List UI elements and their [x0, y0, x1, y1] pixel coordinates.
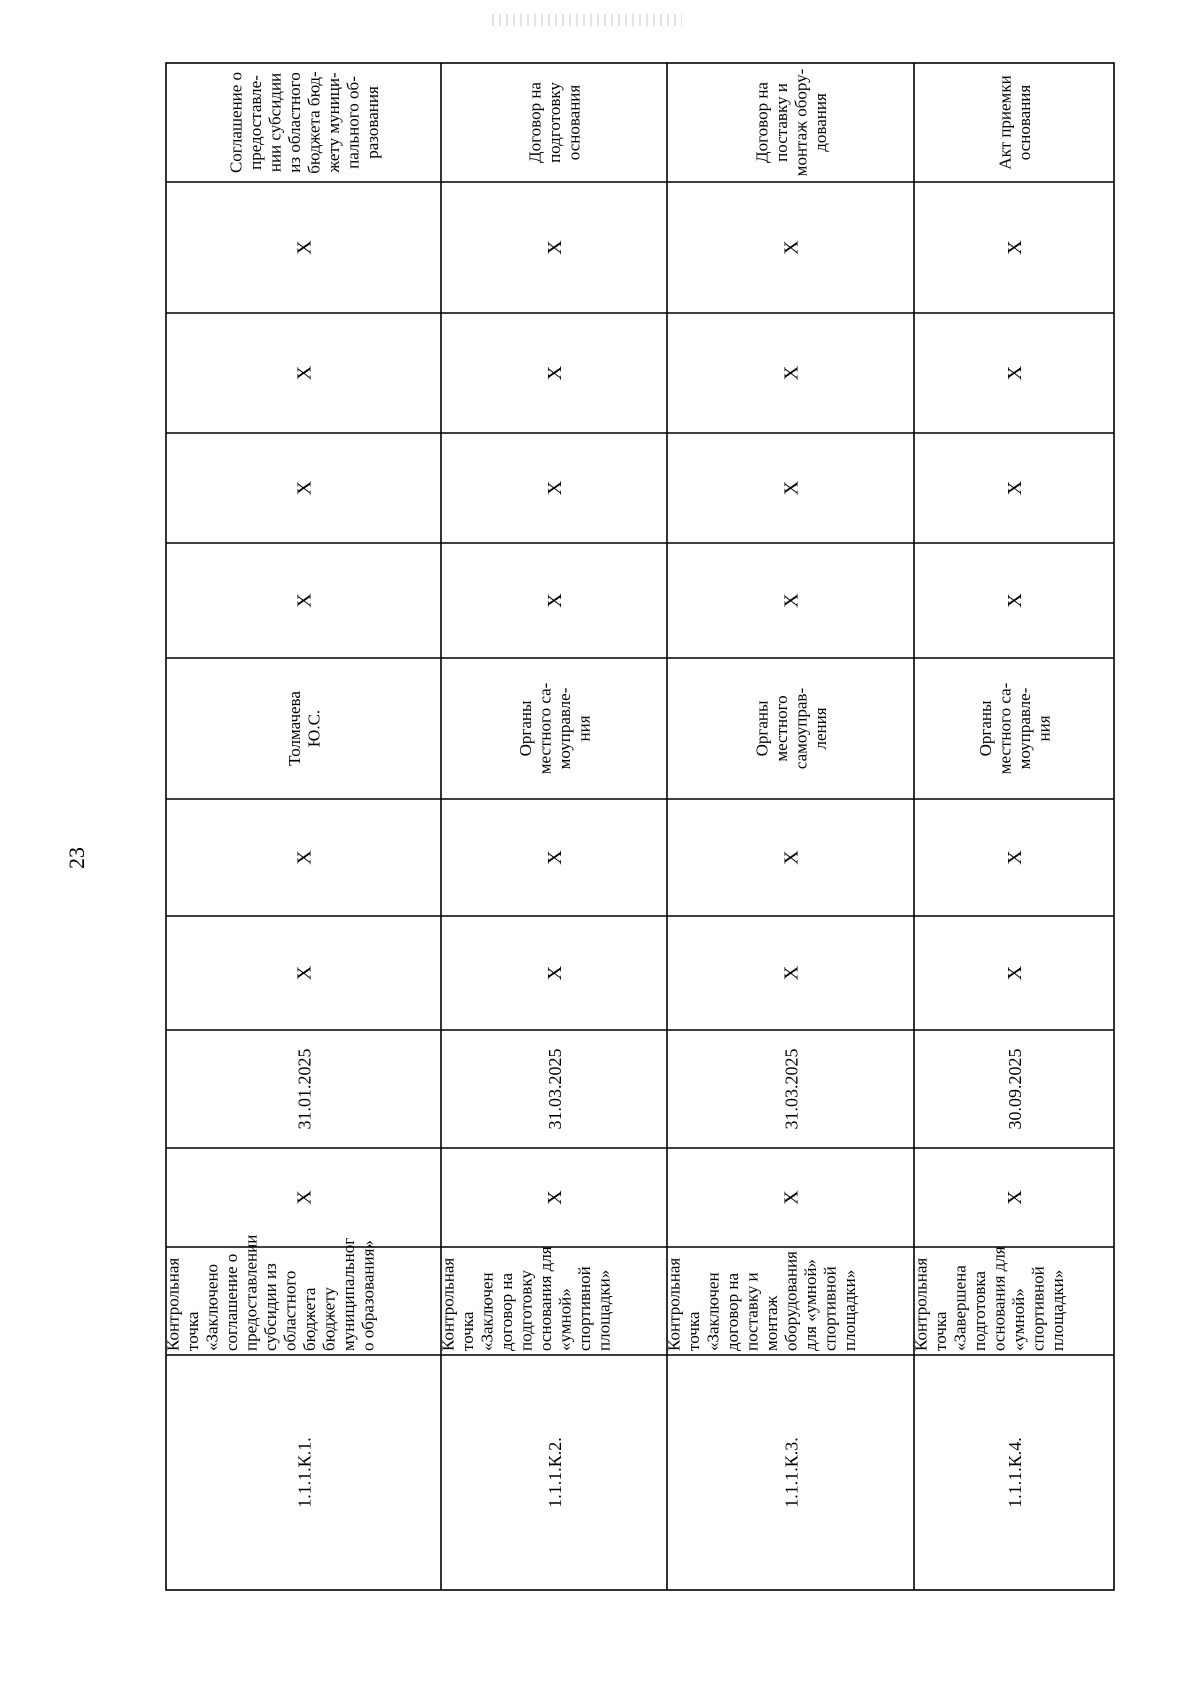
result-document-line: Договор на — [525, 82, 545, 163]
responsible-person-line: местного са- — [995, 682, 1015, 775]
cell-mark: X — [544, 240, 566, 255]
result-document-line: поставку и — [771, 83, 791, 162]
milestone-name — [439, 1246, 614, 1351]
milestone-name-line: спортивной — [1028, 1266, 1048, 1351]
milestone-name-line: «Заключен — [477, 1272, 497, 1351]
milestone-name-line: «Заключен — [703, 1272, 723, 1351]
result-document-line: из областного — [284, 72, 304, 173]
responsible-person-line: Ю.С. — [304, 709, 324, 748]
milestone-name-line: подготовку — [516, 1270, 536, 1351]
responsible-person-line: местного са- — [535, 682, 555, 775]
table-grid — [163, 63, 1114, 1590]
result-document-line: Акт приемки — [995, 75, 1015, 170]
milestone-name-line: основания для — [536, 1246, 556, 1351]
responsible-person-line: ления — [810, 707, 830, 750]
cell-mark: X — [293, 850, 316, 865]
milestone-name-line: оборудования — [781, 1251, 801, 1351]
result-document-line: бюджета бюд- — [304, 71, 324, 174]
result-document-line: подготовку — [545, 82, 564, 163]
cell-mark: X — [1004, 240, 1026, 255]
milestone-name-line: точка — [458, 1311, 478, 1351]
result-document — [752, 68, 830, 176]
milestone-name-line: соглашение о — [222, 1253, 242, 1351]
responsible-person-line: ния — [1034, 715, 1054, 742]
milestone-name-line: подготовка — [970, 1271, 990, 1351]
result-document-line: разования — [362, 86, 382, 159]
result-document-line: пального об- — [343, 76, 363, 169]
cell-mark: X — [780, 1190, 803, 1205]
responsible-person-line: Органы — [752, 700, 772, 757]
milestone-name-line: поставку и — [742, 1272, 762, 1351]
milestone-name-line: муниципальног — [339, 1237, 359, 1351]
cell-mark: X — [1004, 965, 1026, 981]
cell-mark: X — [780, 850, 803, 865]
result-document-line: Соглашение о — [226, 71, 246, 174]
milestone-name-line: площадки» — [840, 1269, 860, 1351]
cell-mark: X — [780, 365, 803, 381]
responsible-person-line: самоуправ- — [791, 687, 811, 770]
deadline-date: 31.03.2025 — [781, 1048, 802, 1130]
milestone-name-line: основания для — [989, 1246, 1009, 1351]
cell-mark: X — [544, 480, 566, 496]
milestone-name — [665, 1251, 860, 1351]
result-document — [226, 71, 382, 174]
cell-mark: X — [293, 240, 316, 255]
milestone-name-line: договор на — [723, 1272, 743, 1351]
milestone-name-line: площадки» — [1048, 1269, 1068, 1351]
responsible-person-line: моуправле- — [1014, 687, 1034, 770]
milestone-name-line: спортивной — [820, 1266, 840, 1351]
cell-mark: X — [293, 480, 316, 496]
milestone-name-line: точка — [931, 1311, 951, 1351]
milestone-name-line: для «умной» — [801, 1259, 821, 1351]
page-number: 23 — [64, 847, 89, 869]
cell-mark: X — [293, 365, 316, 381]
result-document-line: основания — [1014, 84, 1034, 161]
result-document-line: дования — [810, 93, 830, 152]
milestone-name-line: «умной» — [555, 1288, 575, 1351]
milestone-code: 1.1.1.К.2. — [545, 1437, 565, 1508]
cell-mark: X — [1004, 365, 1026, 381]
cell-mark: X — [544, 593, 566, 608]
milestone-code: 1.1.1.К.4. — [1005, 1437, 1025, 1508]
table-border — [163, 63, 1114, 1590]
milestone-name-line: Контрольная — [911, 1257, 931, 1351]
responsible-person-line: Органы — [975, 700, 995, 757]
milestone-name-line: «Заключено — [202, 1263, 222, 1351]
cell-mark: X — [1004, 480, 1026, 496]
milestone-name-line: Контрольная — [438, 1257, 458, 1351]
milestone-name-line: бюджету — [319, 1287, 339, 1351]
milestone-name-line: спортивной — [575, 1266, 595, 1351]
deadline-date: 30.09.2025 — [1005, 1048, 1025, 1130]
responsible-person-line: моуправле- — [554, 687, 574, 770]
milestone-name-line: договор на — [497, 1272, 517, 1351]
milestone-name-line: площадки» — [594, 1269, 614, 1351]
result-document-line: жету муници- — [323, 72, 343, 173]
milestone-name-line: субсидии из — [261, 1263, 281, 1351]
responsible-person — [976, 682, 1054, 774]
result-document-line: монтаж обору- — [791, 68, 811, 177]
responsible-person — [752, 688, 830, 770]
cell-mark: X — [1004, 850, 1026, 865]
cell-mark: X — [780, 240, 803, 255]
cell-mark: X — [544, 850, 566, 865]
cell-mark: X — [780, 965, 803, 981]
cell-mark: X — [544, 1190, 566, 1205]
cell-mark: X — [293, 965, 316, 981]
milestone-code: 1.1.1.К.3. — [781, 1437, 802, 1508]
responsible-person-line: местного — [771, 695, 791, 762]
cell-mark: X — [293, 1190, 316, 1205]
result-document-line: Договор на — [752, 82, 772, 163]
responsible-person-line: Толмачева — [284, 691, 304, 766]
milestone-name-line: «Завершена — [950, 1265, 970, 1351]
milestone-name-line: монтаж — [762, 1295, 782, 1351]
milestone-name-line: точка — [684, 1311, 704, 1351]
result-document — [526, 82, 584, 163]
milestone-name-line: Контрольная — [664, 1257, 684, 1351]
cell-mark: X — [1004, 593, 1026, 608]
responsible-person — [285, 691, 324, 766]
milestone-name-line: бюджета — [300, 1287, 320, 1351]
responsible-person-line: Органы — [515, 700, 535, 757]
result-document-line: предоставле- — [245, 75, 265, 170]
responsible-person — [516, 682, 594, 774]
milestone-name-line: предоставлении — [241, 1234, 261, 1351]
milestone-code: 1.1.1.К.1. — [294, 1437, 315, 1508]
deadline-date: 31.01.2025 — [294, 1048, 315, 1130]
result-document-line: нии субсидии — [265, 72, 285, 173]
cell-mark: X — [780, 593, 803, 608]
cell-mark: X — [544, 965, 566, 981]
cell-mark: X — [1004, 1190, 1026, 1205]
responsible-person-line: ния — [574, 715, 594, 742]
result-document — [995, 75, 1034, 169]
milestone-name-line: Контрольная — [163, 1257, 183, 1351]
milestone-name-line: «умной» — [1009, 1288, 1029, 1351]
milestone-name-line: о образования» — [358, 1240, 378, 1351]
cell-mark: X — [780, 480, 803, 496]
cell-mark: X — [293, 593, 316, 608]
milestone-name-line: точка — [183, 1311, 203, 1351]
milestone-name — [164, 1235, 378, 1351]
milestone-name — [912, 1246, 1068, 1351]
cell-mark: X — [544, 365, 566, 381]
deadline-date: 31.03.2025 — [545, 1048, 565, 1130]
milestone-name-line: областного — [280, 1270, 300, 1351]
result-document-line: основания — [564, 84, 584, 161]
